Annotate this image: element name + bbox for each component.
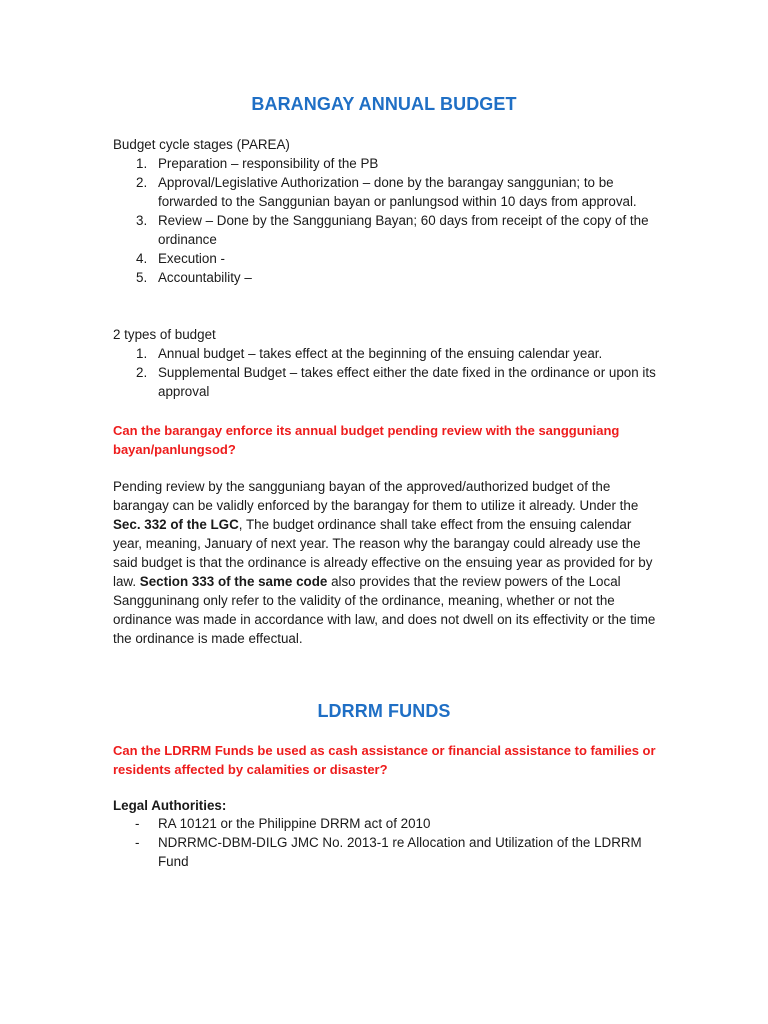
sec-332-reference: Sec. 332 of the LGC: [113, 517, 239, 532]
list-item: 2. Approval/Legislative Authorization – done by the barangay sanggunian; to be forwarded to the Sanggunian bayan or panlungsod within 10 days from approval.: [136, 175, 637, 209]
budget-types-list: [113, 344, 658, 401]
budget-answer-paragraph: Pending review by the sangguniang bayan of the approved/authorized budget of the barangay can be validly enforced by the barangay for them to utilize it already. Under the Sec. 332 of the LGC, The budget ordinance shall take effect from the ensuing calendar year, meaning, January of next year. The reason why the barangay could already use the said budget is that the ordinance is already effective on the ensuing year as provided for by law. Section 333 of the same code also provides that the review powers of the Local Sangguninang only refer to the validity of the ordinance, meaning, whether or not the ordinance was made in accordance with law, and does not dwell on its effectivity or the time the ordinance is made effectual.: [113, 479, 656, 646]
budget-cycle-intro: Budget cycle stages (PAREA): [113, 137, 290, 152]
ldrrm-section-title: LDRRM FUNDS: [317, 701, 451, 721]
list-item: - RA 10121 or the Philippine DRRM act of 2010: [135, 816, 431, 831]
list-item: 3. Review – Done by the Sangguniang Bayan; 60 days from receipt of the copy of the ordinance: [136, 213, 649, 247]
budget-cycle-list: [113, 154, 658, 287]
list-item: 4. Execution -: [136, 251, 225, 266]
ldrrm-question: Can the LDRRM Funds be used as cash assistance or financial assistance to families or residents affected by calamities or disaster?: [113, 743, 656, 777]
legal-authorities-label: Legal Authorities:: [113, 798, 227, 813]
list-item: 1. Annual budget – takes effect at the beginning of the ensuing calendar year.: [136, 346, 603, 361]
list-item: 5. Accountability –: [136, 270, 252, 285]
budget-types-intro: 2 types of budget: [113, 327, 216, 342]
legal-authorities-list: [113, 814, 658, 871]
sec-333-reference: Section 333 of the same code: [139, 574, 328, 589]
list-item: 1. Preparation – responsibility of the PB: [136, 156, 379, 171]
budget-question: Can the barangay enforce its annual budget pending review with the sangguniang bayan/panlungsod?: [113, 423, 620, 457]
list-item: 2. Supplemental Budget – takes effect either the date fixed in the ordinance or upon its approval: [136, 365, 656, 399]
list-item: - NDRRMC-DBM-DILG JMC No. 2013-1 re Allocation and Utilization of the LDRRM Fund: [135, 835, 642, 869]
budget-section-title: BARANGAY ANNUAL BUDGET: [251, 94, 517, 114]
